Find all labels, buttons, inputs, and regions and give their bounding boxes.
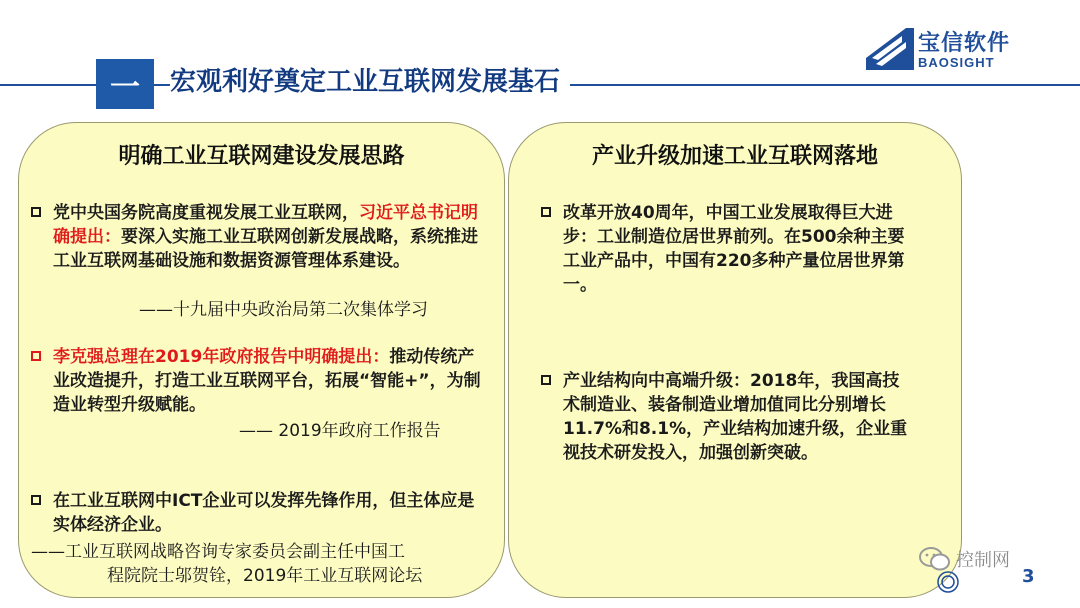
left-item-3-source-line-2: 程院院士邬贺铨，2019年工业互联网论坛 <box>107 566 423 586</box>
section-number: 一 <box>110 70 140 105</box>
page-title: 宏观利好奠定工业互联网发展基石 <box>170 63 570 101</box>
square-bullet-icon <box>541 375 551 385</box>
left-panel <box>18 122 505 598</box>
left-item-2-text: 推动传统产业改造提升，打造工业互联网平台，拓展“智能+”，为制造业转型升级赋能。 <box>53 347 481 415</box>
right-item-2 <box>541 369 916 465</box>
baosight-logo-icon <box>866 28 914 70</box>
left-item-1-red-text: 习近平总书记明确提出： <box>53 203 478 247</box>
wechat-icon <box>918 546 952 572</box>
logo-chinese-text: 宝信软件 <box>918 31 1011 56</box>
left-item-3-text: 在工业互联网中ICT企业可以发挥先锋作用，但主体应是实体经济企业。 <box>53 491 475 535</box>
right-item-1-text: 改革开放40周年，中国工业发展取得巨大进步：工业制造位居世界前列。在500余种主要工业产品中，中国有220多种产量位居世界第一。 <box>563 203 905 295</box>
company-logo <box>866 26 1046 74</box>
concentric-circle-icon <box>936 570 960 594</box>
square-bullet-icon <box>31 351 41 361</box>
right-item-2-text: 产业结构向中高端升级：2018年，我国高技术制造业、装备制造业增加值同比分别增长11.7%和8.1%，产业结构加速升级，企业重视技术研发投入，加强创新突破。 <box>563 371 908 463</box>
watermark <box>918 546 1010 572</box>
page-number: 3 <box>1022 566 1035 587</box>
left-item-2-source: —— 2019年政府工作报告 <box>239 421 441 441</box>
square-bullet-icon <box>541 207 551 217</box>
left-item-1-source: ——十九届中央政治局第二次集体学习 <box>139 300 428 320</box>
section-number-box <box>96 59 154 109</box>
left-item-2 <box>31 345 483 417</box>
left-item-2-red-text: 李克强总理在2019年政府报告中明确提出： <box>53 347 390 367</box>
watermark-text: 控制网 <box>956 550 1010 571</box>
left-item-1 <box>31 201 483 273</box>
left-item-3-source-line-1: ——工业互联网战略咨询专家委员会副主任中国工 <box>31 542 405 562</box>
right-panel <box>508 122 962 598</box>
square-bullet-icon <box>31 207 41 217</box>
left-panel-heading: 明确工业互联网建设发展思路 <box>118 144 405 169</box>
square-bullet-icon <box>31 495 41 505</box>
right-item-1 <box>541 201 916 297</box>
left-item-1-text-b: 要深入实施工业互联网创新发展战略，系统推进工业互联网基础设施和数据资源管理体系建设。 <box>53 227 478 271</box>
left-item-1-text-a: 党中央国务院高度重视发展工业互联网， <box>53 203 359 223</box>
left-item-3 <box>31 489 483 537</box>
logo-english-text: BAOSIGHT <box>918 55 995 70</box>
right-panel-heading: 产业升级加速工业互联网落地 <box>591 144 878 169</box>
